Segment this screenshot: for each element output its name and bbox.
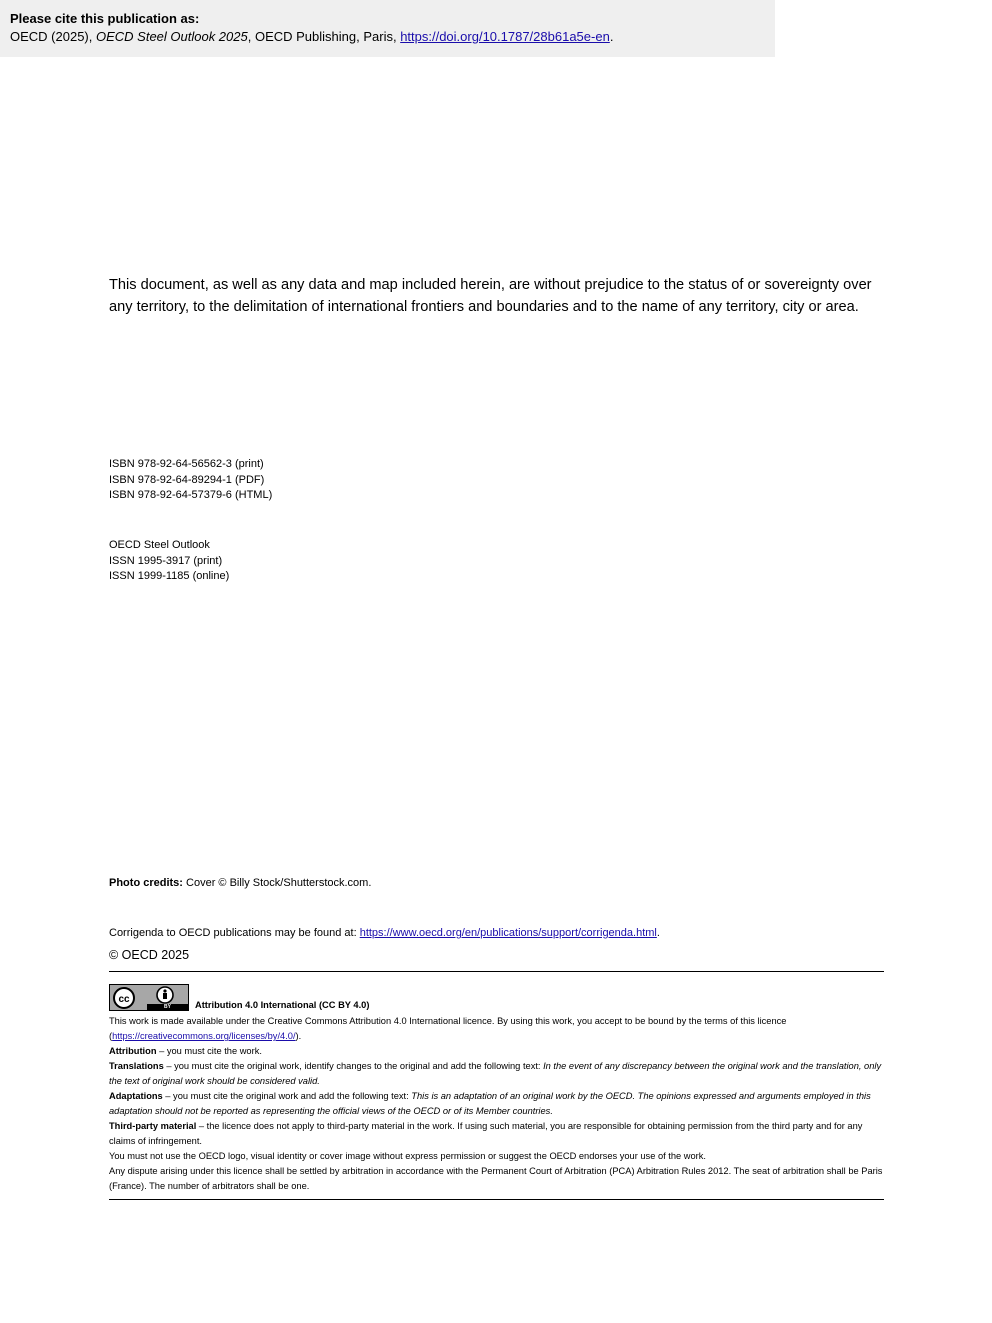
licence-block: [109, 983, 884, 1194]
logo-clause: You must not use the OECD logo, visual identity or cover image without express permission or suggest the OECD endorses your use of the work.: [109, 1151, 707, 1161]
bottom-divider: [109, 1199, 884, 1200]
photo-credits: Photo credits: Cover © Billy Stock/Shutterstock.com.: [109, 877, 372, 889]
licence-link[interactable]: https://creativecommons.org/licenses/by/4.0/: [112, 1031, 296, 1041]
copyright: © OECD 2025: [109, 948, 190, 962]
citation-text: OECD (2025), OECD Steel Outlook 2025, OECD Publishing, Paris, https://doi.org/10.1787/28b61a5e-en.: [10, 29, 614, 44]
by-person-icon: [154, 986, 176, 1006]
disclaimer-text: This document, as well as any data and map included herein, are without prejudice to the status of or sovereignty over any territory, to the delimitation of international frontiers and boundaries and to the name of any territory, city or area.: [109, 277, 872, 315]
issn-list: [109, 538, 884, 585]
isbn-pdf: ISBN 978-92-64-89294-1 (PDF): [109, 473, 265, 486]
issn-online: ISSN 1999-1185 (online): [109, 570, 230, 583]
licence-intro: This work is made available under the Creative Commons Attribution 4.0 International licence. By using this work, you accept to be bound by the terms of this licence (https://creativecommons.org/licenses/by/4.0/).: [109, 1016, 787, 1041]
isbn-print: ISBN 978-92-64-56562-3 (print): [109, 458, 264, 470]
citation-box: [0, 0, 775, 57]
isbn-list: [109, 457, 884, 504]
third-party-clause: Third-party material – the licence does not apply to third-party material in the work. If using such material, you are responsible for obtaining permission from the third party and for any claims of infringement.: [109, 1121, 863, 1146]
corrigenda-link[interactable]: https://www.oecd.org/en/publications/support/corrigenda.html: [359, 927, 657, 939]
cc-by-badge: [109, 984, 189, 1011]
by-label: BY: [147, 1004, 188, 1010]
attribution-clause: Attribution – you must cite the work.: [109, 1046, 262, 1056]
citation-heading: Please cite this publication as:: [10, 11, 200, 26]
licence-title: Attribution 4.0 International (CC BY 4.0): [195, 1000, 370, 1010]
corrigenda-note: Corrigenda to OECD publications may be found at: https://www.oecd.org/en/publications/support/corrigenda.html.: [109, 927, 660, 939]
dispute-clause: Any dispute arising under this licence shall be settled by arbitration in accordance with the Permanent Court of Arbitration (PCA) Arbitration Rules 2012. The seat of arbitration shall be Paris (France). The number of arbitrators shall be one.: [109, 1166, 883, 1191]
doi-link[interactable]: https://doi.org/10.1787/28b61a5e-en: [400, 29, 610, 44]
issn-print: ISSN 1995-3917 (print): [109, 554, 223, 567]
top-divider: [109, 971, 884, 972]
adaptations-clause: Adaptations – you must cite the original work and add the following text: This is an adaptation of an original work by the OECD. The opinions expressed and arguments employed in this adaptation should not be reported as representing the official views of the OECD or of its Member countries.: [109, 1091, 871, 1116]
isbn-html: ISBN 978-92-64-57379-6 (HTML): [109, 489, 273, 502]
cc-icon: [112, 986, 138, 1010]
citation-title: OECD Steel Outlook 2025: [95, 29, 248, 44]
translations-clause: Translations – you must cite the original work, identify changes to the original and add the following text: In the event of any discrepancy between the original work and the translation, only the text of original work should be considered valid.: [109, 1061, 882, 1086]
cc-licence-header: [109, 983, 884, 1011]
series-title: OECD Steel Outlook: [109, 539, 210, 551]
svg-text:cc: cc: [118, 994, 130, 1005]
